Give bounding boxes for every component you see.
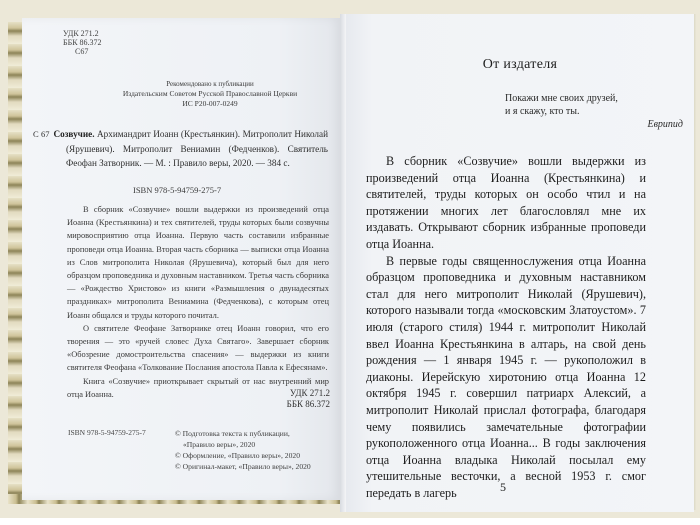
bibliographic-record	[33, 127, 328, 171]
copyright-line: © Оригинал-макет, «Правило веры», 2020	[175, 462, 311, 471]
annotation	[67, 203, 329, 401]
copyright-block	[175, 428, 335, 472]
record-description: Архимандрит Иоанн (Крестьянкин). Митрополит Николай (Ярушевич). Митрополит Вениамин (Федченков). Святитель Феофан Затворник. — М. : Правило веры, 2020. — 384 с.	[66, 129, 328, 168]
page-number: 5	[500, 480, 506, 494]
author-mark: С67	[75, 47, 89, 56]
epigraph-author: Еврипид	[647, 119, 683, 130]
record-title: Созвучие.	[53, 129, 95, 139]
recommendation-block	[100, 79, 320, 109]
copyright-line: © Оформление, «Правило веры», 2020	[175, 451, 300, 460]
isbn: ISBN 978-5-94759-275-7	[133, 185, 222, 195]
annotation-paragraph: Книга «Созвучие» приоткрывает скрытый от нас внутренний мир отца Иоанна.	[67, 376, 329, 399]
isbn-footer: ISBN 978-5-94759-275-7	[68, 428, 146, 437]
body-paragraph: В первые годы священнослужения отца Иоанна образцом проповедника и духовным наставником стал для него митрополит Николай (Ярушевич), которого называли тогда «московским Златоустом». 7 июля (старого стиля) 1944 г. митрополит Николай ввел Иоанна Крестьянкина в алтарь, на свой день рождения — 1 января 1945 г. — рукоположил в диаконы. Иерейскую хиротонию отца Иоанна 12 октября 1945 г. совершил патриарх Алексий, а митрополит Николай прислал фотографа, благодаря чему появились замечательные фотографии рукоположенного отца Иоанна... В годы заключения отца Иоанна владыка Николай посылал ему утешительные весточки, а весной 1953 г. смог передать в лагерь	[366, 253, 646, 500]
body-paragraph: В сборник «Созвучие» вошли выдержки из произведений отца Иоанна (Крестьянкина) и святителей, труды которых он особо чтил и на протяжении многих лет благословлял мне их издавать. Открывают сборник избранные проповеди отца Иоанна.	[366, 154, 646, 251]
copyright-line: «Правило веры», 2020	[183, 440, 256, 449]
cover-ornament-left	[8, 22, 22, 502]
udk-code: УДК 271.2	[63, 29, 99, 38]
chapter-title: От издателя	[482, 57, 558, 72]
recommendation-number: ИС Р20-007-0249	[182, 99, 238, 108]
annotation-paragraph: В сборник «Созвучие» вошли выдержки из произведений отца Иоанна (Крестьянкина) и тех святителей, труды которых были созвучны мировосприятию отца Иоанна. Первую часть составили избранные проповеди отца Иоанна. Вторая часть сборника — выписки отца Иоанна из Слов митрополита Николая (Ярушевича), который был для него образцом проповедника и духовным наставником. Третья часть сборника — «Рождество Христово» из книги «Размышления о двунадесятых праздниках» митрополита Вениамина (Федченкова), с которым отец Иоанн общался и труды которого почитал.	[67, 205, 330, 320]
annotation-paragraph: О святителе Феофане Затворнике отец Иоанн говорил, что его творения — это «ручей словес Духа Святаго». Завершает сборник «Обозрение домостроительства спасения» — выдержки из книги святителя Феофана «Толкование Послания апостола Павла к Ефесянам».	[67, 323, 329, 373]
recommendation-line: Рекомендовано к публикации	[166, 80, 254, 88]
bbk-code: ББК 86.372	[63, 38, 102, 47]
recommendation-council: Издательским Советом Русской Православной Церкви	[122, 89, 298, 98]
book-spine	[340, 14, 346, 512]
epigraph	[505, 92, 683, 131]
epigraph-line: Покажи мне своих друзей,	[505, 93, 618, 104]
epigraph-line: и я скажу, кто ты.	[505, 106, 580, 117]
classification-top	[63, 29, 102, 56]
preface-body	[366, 153, 646, 501]
bbk-code: ББК 86.372	[286, 399, 330, 409]
copyright-line: © Подготовка текста к публикации,	[175, 429, 290, 438]
udk-code: УДК 271.2	[289, 388, 330, 398]
classification-bottom	[240, 388, 330, 410]
record-code: С 67	[33, 129, 50, 139]
